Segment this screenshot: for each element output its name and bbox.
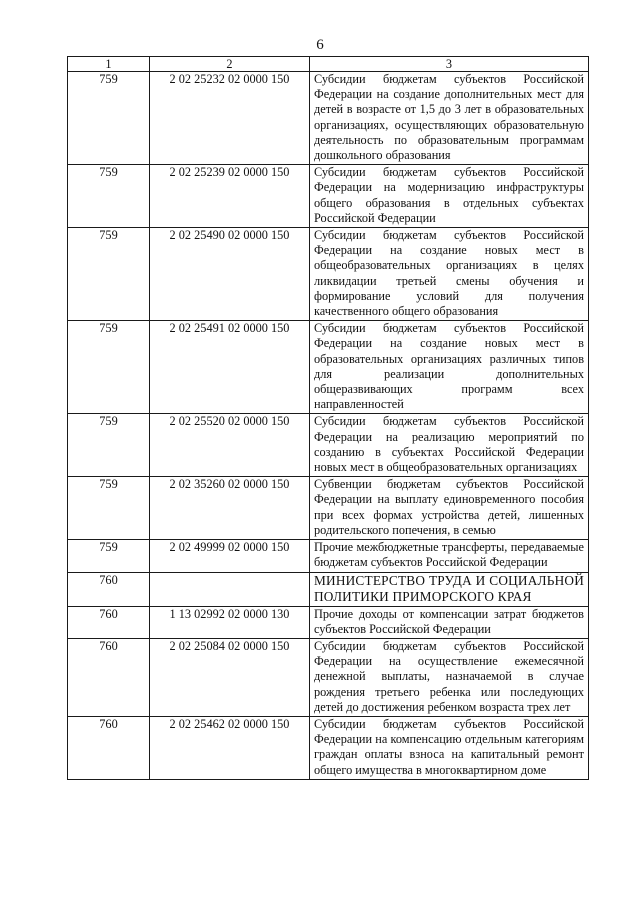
revenue-description-cell: Субсидии бюджетам субъектов Российской Федерации на создание новых мест в образовательных организациях различных типов для реализации дополнительных общеразвивающих программ всех направленностей — [310, 321, 589, 414]
table-row — [68, 165, 589, 228]
revenue-description-cell: Субсидии бюджетам субъектов Российской Федерации на модернизацию инфраструктуры общего образования в отдельных субъектах Российской Федерации — [310, 165, 589, 228]
budget-classification-code-cell: 2 02 25520 02 0000 150 — [150, 414, 310, 477]
budget-classification-code-cell: 2 02 25491 02 0000 150 — [150, 321, 310, 414]
admin-code-cell: 760 — [68, 606, 150, 638]
column-header-2: 2 — [150, 57, 310, 72]
revenue-description-cell: Субвенции бюджетам субъектов Российской Федерации на выплату единовременного пособия при всех формах устройства детей, лишенных родительского попечения, в семью — [310, 477, 589, 540]
admin-code-cell: 760 — [68, 572, 150, 606]
budget-classification-code-cell: 2 02 35260 02 0000 150 — [150, 477, 310, 540]
revenue-description-cell: Прочие межбюджетные трансферты, передаваемые бюджетам субъектов Российской Федерации — [310, 540, 589, 572]
table-row — [68, 477, 589, 540]
revenue-description-cell: Субсидии бюджетам субъектов Российской Федерации на реализацию мероприятий по созданию в субъектах Российской Федерации новых мест в общеобразовательных организациях — [310, 414, 589, 477]
admin-code-cell: 759 — [68, 72, 150, 165]
ministry-header-row — [68, 572, 589, 606]
revenue-description-cell: Субсидии бюджетам субъектов Российской Федерации на создание новых мест в общеобразовательных организациях в целях ликвидации третьей смены обучения и формирование условий для получения качественного общего образования — [310, 228, 589, 321]
admin-code-cell: 759 — [68, 477, 150, 540]
column-header-3: 3 — [310, 57, 589, 72]
budget-classification-code-cell: 1 13 02992 02 0000 130 — [150, 606, 310, 638]
admin-code-cell: 760 — [68, 716, 150, 779]
budget-classification-code-cell: 2 02 25490 02 0000 150 — [150, 228, 310, 321]
page-number: 6 — [316, 37, 324, 53]
table-header-row — [68, 57, 589, 72]
admin-code-cell: 759 — [68, 228, 150, 321]
revenue-description-cell: Прочие доходы от компенсации затрат бюджетов субъектов Российской Федерации — [310, 606, 589, 638]
admin-code-cell: 759 — [68, 165, 150, 228]
table-row — [68, 72, 589, 165]
column-header-1: 1 — [68, 57, 150, 72]
ministry-name-cell: МИНИСТЕРСТВО ТРУДА И СОЦИАЛЬНОЙ ПОЛИТИКИ ПРИМОРСКОГО КРАЯ — [310, 572, 589, 606]
table-row — [68, 606, 589, 638]
budget-classification-code-cell: 2 02 25232 02 0000 150 — [150, 72, 310, 165]
budget-classification-code-cell: 2 02 25239 02 0000 150 — [150, 165, 310, 228]
table-row — [68, 414, 589, 477]
revenue-description-cell: Субсидии бюджетам субъектов Российской Федерации на создание дополнительных мест для детей в возрасте от 1,5 до 3 лет в образовательных организациях, осуществляющих образовательную деятельность по образовательным программам дошкольного образования — [310, 72, 589, 165]
revenue-description-cell: Субсидии бюджетам субъектов Российской Федерации на компенсацию отдельным категориям граждан оплаты взноса на капитальный ремонт общего имущества в многоквартирном доме — [310, 716, 589, 779]
table-row — [68, 228, 589, 321]
admin-code-cell: 759 — [68, 414, 150, 477]
table-row — [68, 638, 589, 716]
budget-classification-code-cell: 2 02 25084 02 0000 150 — [150, 638, 310, 716]
table-row — [68, 321, 589, 414]
table-row — [68, 540, 589, 572]
budget-codes-table — [67, 56, 589, 780]
budget-classification-code-cell: 2 02 49999 02 0000 150 — [150, 540, 310, 572]
admin-code-cell: 759 — [68, 540, 150, 572]
admin-code-cell: 760 — [68, 638, 150, 716]
budget-classification-code-cell — [150, 572, 310, 606]
revenue-description-cell: Субсидии бюджетам субъектов Российской Федерации на осуществление ежемесячной денежной выплаты, назначаемой в случае рождения третьего ребенка или последующих детей до достижения ребенком возраста трех лет — [310, 638, 589, 716]
budget-classification-code-cell: 2 02 25462 02 0000 150 — [150, 716, 310, 779]
admin-code-cell: 759 — [68, 321, 150, 414]
table-row — [68, 716, 589, 779]
